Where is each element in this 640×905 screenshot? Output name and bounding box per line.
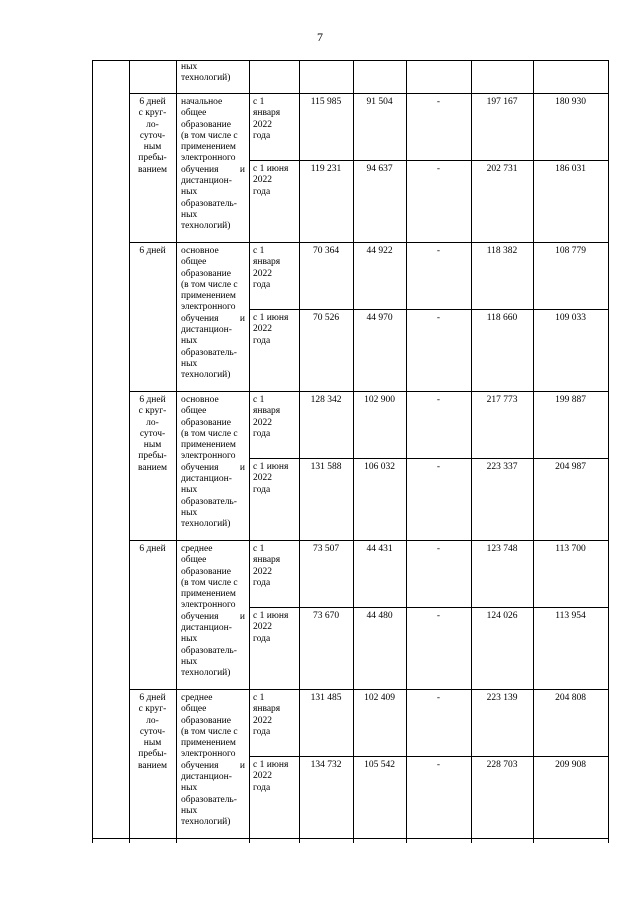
rate-value: 115 985 xyxy=(310,97,342,107)
education-level-line: дистанцион- xyxy=(181,772,232,783)
group-label-line: суточ- xyxy=(139,726,166,737)
column-border-5 xyxy=(353,60,354,843)
education-level-line: образователь- xyxy=(181,794,237,805)
column-border-6 xyxy=(406,60,407,843)
rate-value: 128 342 xyxy=(310,395,342,405)
education-level-line: технологий) xyxy=(181,370,231,381)
rate-value: - xyxy=(436,544,441,554)
rate-value: 70 364 xyxy=(312,246,340,256)
education-level-line: обучения и xyxy=(181,313,245,324)
education-level-line: (в том числе с xyxy=(181,577,238,588)
group-label-line: пребы- xyxy=(138,451,167,462)
rate-value: 123 748 xyxy=(486,544,518,554)
effective-date xyxy=(253,395,298,440)
education-level-line: общее xyxy=(181,704,207,715)
education-level xyxy=(181,544,245,680)
effective-date-line: года xyxy=(253,428,271,439)
education-level-line: технологий) xyxy=(181,817,231,828)
rate-value: - xyxy=(436,313,441,323)
rate-value: 94 637 xyxy=(366,164,393,174)
education-level-line: (в том числе с xyxy=(181,130,238,141)
column-border-8 xyxy=(533,60,534,843)
education-level-line: электронного xyxy=(181,302,236,313)
education-level-line: общее xyxy=(181,555,207,566)
rate-value: - xyxy=(436,246,441,256)
education-level-line: технологий) xyxy=(181,519,231,530)
education-level xyxy=(181,246,245,382)
group-label-line: 6 дней xyxy=(139,395,166,405)
group-label-line: ло- xyxy=(146,715,159,726)
rate-value: 197 167 xyxy=(486,97,518,107)
effective-date-line: с 1 июня xyxy=(253,611,289,621)
education-level-line: (в том числе с xyxy=(181,428,238,439)
group-label xyxy=(130,97,175,176)
education-level-line: электронного xyxy=(181,451,236,462)
education-level-line: применением xyxy=(181,738,236,749)
education-level-line: ных xyxy=(181,783,198,794)
group-label-line: 6 дней xyxy=(139,97,166,107)
table-bottom-border xyxy=(92,838,609,839)
rate-value: 223 337 xyxy=(486,462,518,472)
row-divider xyxy=(129,242,609,243)
rate-value: 199 887 xyxy=(555,395,586,405)
effective-date-line: 2022 xyxy=(253,417,272,428)
effective-date-line: с 1 июня xyxy=(253,462,289,472)
education-level-line: общее xyxy=(181,406,207,417)
education-level-line: образователь- xyxy=(181,347,237,358)
table-top-border xyxy=(92,60,609,61)
education-level-line: применением xyxy=(181,142,236,153)
rate-value: 204 808 xyxy=(555,693,586,703)
sub-row-divider xyxy=(249,160,609,161)
effective-date-line: года xyxy=(253,335,271,346)
education-level-line: среднее xyxy=(181,693,213,703)
effective-date-line: 2022 xyxy=(253,119,272,130)
rate-value: - xyxy=(436,395,441,405)
effective-date-line: 2022 xyxy=(253,324,272,335)
effective-date xyxy=(253,611,298,645)
column-border-4 xyxy=(299,60,300,843)
rate-value: 73 507 xyxy=(312,544,340,554)
effective-date-line: с 1 июня xyxy=(253,760,289,770)
education-level-line: ных xyxy=(181,507,198,518)
education-level-line: образователь- xyxy=(181,198,237,209)
education-level-line: обучения и xyxy=(181,760,245,771)
effective-date-line: года xyxy=(253,577,271,588)
education-level-line: образователь- xyxy=(181,645,237,656)
effective-date-line: года xyxy=(253,130,271,141)
education-level-line: обучения и xyxy=(181,462,245,473)
effective-date-line: с 1 xyxy=(253,395,265,405)
effective-date xyxy=(253,760,298,794)
rate-value: 102 409 xyxy=(364,693,395,703)
group-label-line: ло- xyxy=(146,417,159,428)
effective-date-line: 2022 xyxy=(253,771,272,782)
rate-value: 119 231 xyxy=(310,164,342,174)
group-label-line: с круг- xyxy=(138,406,167,417)
effective-date-line: 2022 xyxy=(253,473,272,484)
row-divider xyxy=(129,689,609,690)
rate-value: 44 922 xyxy=(366,246,393,256)
group-label xyxy=(130,395,175,474)
education-level-line: электронного xyxy=(181,749,236,760)
rate-value: 186 031 xyxy=(555,164,586,174)
sub-row-divider xyxy=(249,309,609,310)
education-level-line: основное xyxy=(181,246,219,256)
effective-date xyxy=(253,544,298,589)
education-level-line: ных xyxy=(181,358,198,369)
effective-date-line: января xyxy=(253,406,281,417)
effective-date-line: с 1 июня xyxy=(253,313,289,323)
education-level-line: технологий) xyxy=(181,668,231,679)
rate-value: - xyxy=(436,164,441,174)
group-label xyxy=(130,246,175,257)
education-level-line: общее xyxy=(181,108,207,119)
group-label-line: с круг- xyxy=(138,108,167,119)
sub-row-divider xyxy=(249,458,609,459)
education-level-line: ных xyxy=(181,805,198,816)
rate-value: 44 431 xyxy=(366,544,393,554)
education-level-line: электронного xyxy=(181,153,236,164)
rate-value: 131 588 xyxy=(310,462,342,472)
rate-value: 106 032 xyxy=(364,462,395,472)
education-level-line: ных xyxy=(181,209,198,220)
effective-date-line: с 1 xyxy=(253,246,265,256)
rate-value: 73 670 xyxy=(312,611,340,621)
rate-value: 202 731 xyxy=(486,164,518,174)
rate-value: 180 930 xyxy=(555,97,586,107)
rate-value: 44 480 xyxy=(366,611,393,621)
rate-value: 113 700 xyxy=(555,544,586,554)
education-level-line: среднее xyxy=(181,544,213,554)
fragment-text-line: технологий) xyxy=(181,73,231,84)
education-level-line: образование xyxy=(181,715,231,726)
effective-date xyxy=(253,164,298,198)
rate-value: 118 660 xyxy=(486,313,518,323)
effective-date-line: 2022 xyxy=(253,622,272,633)
effective-date-line: с 1 июня xyxy=(253,164,289,174)
rate-value: - xyxy=(436,693,441,703)
rate-value: 44 970 xyxy=(366,313,393,323)
effective-date-line: 2022 xyxy=(253,715,272,726)
effective-date-line: с 1 xyxy=(253,693,265,703)
group-label-line: ванием xyxy=(138,164,167,175)
group-label-line: 6 дней xyxy=(139,544,166,554)
education-level-line: образователь- xyxy=(181,496,237,507)
education-level-line: дистанцион- xyxy=(181,176,232,187)
effective-date-line: года xyxy=(253,484,271,495)
education-level-line: начальное xyxy=(181,97,223,107)
effective-date-line: года xyxy=(253,633,271,644)
effective-date-line: года xyxy=(253,726,271,737)
column-border-3 xyxy=(249,60,250,843)
education-level-line: основное xyxy=(181,395,219,405)
group-label-line: ным xyxy=(143,142,162,153)
rate-value: 131 485 xyxy=(310,693,342,703)
rate-value: 124 026 xyxy=(486,611,518,621)
group-label-line: 6 дней xyxy=(139,693,166,703)
row-divider xyxy=(129,391,609,392)
rate-value: 91 504 xyxy=(366,97,393,107)
rate-value: 102 900 xyxy=(364,395,395,405)
education-level-line: образование xyxy=(181,566,231,577)
education-level xyxy=(181,395,245,531)
group-label-line: ванием xyxy=(138,462,167,473)
effective-date-line: января xyxy=(253,555,281,566)
row-divider-fragment xyxy=(129,93,609,94)
effective-date-line: января xyxy=(253,704,281,715)
rate-value: 113 954 xyxy=(555,611,586,621)
group-label-line: пребы- xyxy=(138,749,167,760)
tariff-table xyxy=(92,60,609,843)
rate-value: 228 703 xyxy=(486,760,518,770)
group-label-line: ным xyxy=(143,440,162,451)
education-level-line: ных xyxy=(181,187,198,198)
effective-date-line: с 1 xyxy=(253,97,265,107)
column-border-7 xyxy=(471,60,472,843)
group-label xyxy=(130,693,175,772)
group-label-line: ло- xyxy=(146,119,159,130)
effective-date xyxy=(253,246,298,291)
education-level-line: электронного xyxy=(181,600,236,611)
education-level-line: образование xyxy=(181,119,231,130)
education-level xyxy=(181,97,245,233)
effective-date xyxy=(253,97,298,142)
group-label-line: с круг- xyxy=(138,704,167,715)
rate-value: - xyxy=(436,611,441,621)
education-level-line: ных xyxy=(181,634,198,645)
education-level-line: дистанцион- xyxy=(181,623,232,634)
effective-date-line: с 1 xyxy=(253,544,265,554)
rate-value: 118 382 xyxy=(486,246,518,256)
rate-value: - xyxy=(436,97,441,107)
education-level-line: образование xyxy=(181,268,231,279)
rate-value: 217 773 xyxy=(486,395,518,405)
group-label xyxy=(130,544,175,555)
sub-row-divider xyxy=(249,607,609,608)
column-border-2 xyxy=(176,60,177,843)
effective-date-line: 2022 xyxy=(253,175,272,186)
group-label-line: пребы- xyxy=(138,153,167,164)
effective-date-line: года xyxy=(253,782,271,793)
effective-date-line: года xyxy=(253,279,271,290)
education-level-line: дистанцион- xyxy=(181,325,232,336)
education-level-line: (в том числе с xyxy=(181,726,238,737)
effective-date xyxy=(253,462,298,496)
education-level-line: применением xyxy=(181,589,236,600)
education-level-line: ных xyxy=(181,485,198,496)
group-label-line: ванием xyxy=(138,760,167,771)
effective-date xyxy=(253,313,298,347)
rate-value: 108 779 xyxy=(555,246,586,256)
rate-value: 105 542 xyxy=(364,760,395,770)
education-level-line: применением xyxy=(181,440,236,451)
education-level-line: ных xyxy=(181,336,198,347)
rate-value: 134 732 xyxy=(310,760,342,770)
column-border-9 xyxy=(608,60,609,843)
effective-date-line: января xyxy=(253,257,281,268)
group-label-line: 6 дней xyxy=(139,246,166,256)
page-number: 7 xyxy=(317,30,323,44)
effective-date-line: года xyxy=(253,186,271,197)
education-level-line: образование xyxy=(181,417,231,428)
column-border-0 xyxy=(92,60,93,843)
rate-value: 70 526 xyxy=(312,313,340,323)
effective-date-line: 2022 xyxy=(253,566,272,577)
fragment-text xyxy=(181,62,246,85)
education-level-line: дистанцион- xyxy=(181,474,232,485)
effective-date-line: января xyxy=(253,108,281,119)
effective-date xyxy=(253,693,298,738)
group-label-line: суточ- xyxy=(139,428,166,439)
education-level-line: применением xyxy=(181,291,236,302)
row-divider xyxy=(129,540,609,541)
rate-value: 109 033 xyxy=(555,313,586,323)
rate-value: 209 908 xyxy=(555,760,586,770)
sub-row-divider xyxy=(249,756,609,757)
education-level-line: ных xyxy=(181,656,198,667)
education-level-line: обучения и xyxy=(181,164,245,175)
education-level-line: технологий) xyxy=(181,221,231,232)
rate-value: - xyxy=(436,760,441,770)
education-level-line: общее xyxy=(181,257,207,268)
fragment-text-line: ных xyxy=(181,62,198,72)
education-level-line: обучения и xyxy=(181,611,245,622)
group-label-line: суточ- xyxy=(139,130,166,141)
education-level-line: (в том числе с xyxy=(181,279,238,290)
rate-value: 223 139 xyxy=(486,693,518,703)
rate-value: - xyxy=(436,462,441,472)
group-label-line: ным xyxy=(143,738,162,749)
education-level xyxy=(181,693,245,829)
effective-date-line: 2022 xyxy=(253,268,272,279)
rate-value: 204 987 xyxy=(555,462,586,472)
